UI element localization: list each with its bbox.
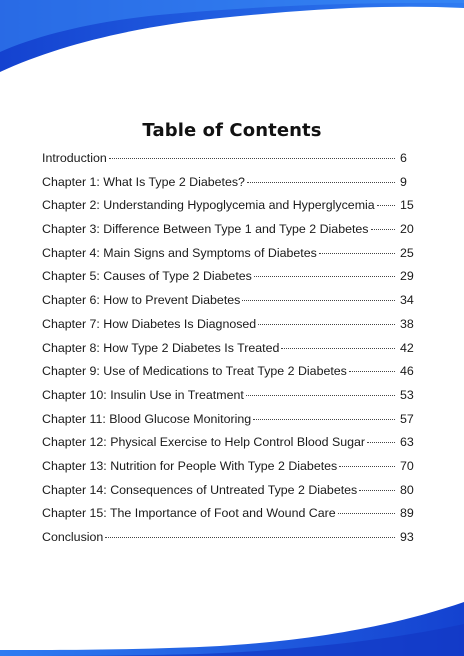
- toc-entry-page: 46: [400, 364, 414, 379]
- toc-entry-page: 89: [400, 506, 414, 521]
- table-of-contents: [42, 148, 422, 551]
- dot-leader: [105, 537, 395, 538]
- toc-entry[interactable]: [42, 432, 422, 456]
- toc-entry-label: Chapter 5: Causes of Type 2 Diabetes: [42, 269, 252, 284]
- toc-entry-page: 63: [400, 435, 414, 450]
- toc-entry-label: Conclusion: [42, 530, 104, 544]
- toc-entry[interactable]: [42, 148, 422, 172]
- dot-leader: [338, 513, 395, 514]
- dot-leader: [319, 253, 395, 254]
- toc-entry-page: 9: [400, 174, 407, 189]
- dot-leader: [339, 466, 395, 467]
- toc-entry[interactable]: [42, 314, 422, 338]
- toc-entry-label: Chapter 9: Use of Medications to Treat Type 2 Diabetes: [42, 364, 347, 379]
- toc-entry[interactable]: [42, 361, 422, 385]
- dot-leader: [281, 348, 395, 349]
- toc-entry[interactable]: [42, 527, 422, 551]
- dot-leader: [367, 442, 395, 443]
- toc-entry[interactable]: [42, 219, 422, 243]
- toc-entry-page: 34: [400, 293, 414, 308]
- toc-entry-label: Chapter 8: How Type 2 Diabetes Is Treated: [42, 340, 280, 355]
- dot-leader: [253, 419, 395, 420]
- dot-leader: [258, 324, 395, 325]
- toc-entry-label: Chapter 14: Consequences of Untreated Type 2 Diabetes: [42, 482, 358, 497]
- toc-entry-label: Chapter 3: Difference Between Type 1 and Type 2 Diabetes: [42, 222, 369, 237]
- toc-entry[interactable]: [42, 456, 422, 480]
- toc-entry-page: 15: [400, 198, 414, 213]
- toc-entry-label: Chapter 1: What Is Type 2 Diabetes?: [42, 174, 245, 189]
- dot-leader: [377, 205, 395, 206]
- toc-entry-page: 20: [400, 222, 414, 237]
- toc-entry-page: 38: [400, 316, 414, 331]
- toc-entry-page: 29: [400, 269, 414, 284]
- toc-entry-label: Chapter 11: Blood Glucose Monitoring: [42, 411, 252, 426]
- toc-entry[interactable]: [42, 480, 422, 504]
- toc-entry[interactable]: [42, 503, 422, 527]
- toc-entry-page: 25: [400, 245, 414, 260]
- bottom-wave-decoration: [0, 584, 464, 656]
- toc-entry-label: Chapter 12: Physical Exercise to Help Control Blood Sugar: [42, 435, 366, 450]
- toc-entry[interactable]: [42, 195, 422, 219]
- toc-entry-label: Chapter 13: Nutrition for People With Type 2 Diabetes: [42, 458, 338, 473]
- dot-leader: [247, 182, 395, 183]
- toc-entry-page: 93: [400, 530, 414, 544]
- toc-entry-label: Chapter 7: How Diabetes Is Diagnosed: [42, 316, 257, 331]
- dot-leader: [246, 395, 395, 396]
- toc-entry[interactable]: [42, 409, 422, 433]
- dot-leader: [254, 276, 395, 277]
- toc-entry-label: Introduction: [42, 151, 107, 165]
- dot-leader: [359, 490, 395, 491]
- toc-entry-page: 57: [400, 411, 414, 426]
- dot-leader: [371, 229, 396, 230]
- dot-leader: [242, 300, 395, 301]
- toc-entry-label: Chapter 2: Understanding Hypoglycemia and Hyperglycemia: [42, 198, 375, 213]
- toc-entry-label: Chapter 6: How to Prevent Diabetes: [42, 293, 241, 308]
- toc-entry-page: 53: [400, 387, 414, 402]
- toc-entry[interactable]: [42, 172, 422, 196]
- toc-entry-label: Chapter 10: Insulin Use in Treatment: [42, 387, 244, 402]
- toc-entry-page: 80: [400, 482, 414, 497]
- toc-entry-label: Chapter 15: The Importance of Foot and Wound Care: [42, 506, 336, 521]
- toc-entry[interactable]: [42, 338, 422, 362]
- toc-entry[interactable]: [42, 385, 422, 409]
- toc-entry[interactable]: [42, 266, 422, 290]
- top-wave-decoration: [0, 0, 464, 80]
- toc-entry[interactable]: [42, 290, 422, 314]
- toc-entry[interactable]: [42, 243, 422, 267]
- toc-entry-page: 6: [400, 151, 407, 165]
- page-title: Table of Contents: [142, 120, 322, 142]
- dot-leader: [109, 158, 395, 159]
- toc-entry-page: 70: [400, 458, 414, 473]
- toc-entry-page: 42: [400, 340, 414, 355]
- dot-leader: [349, 371, 395, 372]
- toc-entry-label: Chapter 4: Main Signs and Symptoms of Diabetes: [42, 245, 317, 260]
